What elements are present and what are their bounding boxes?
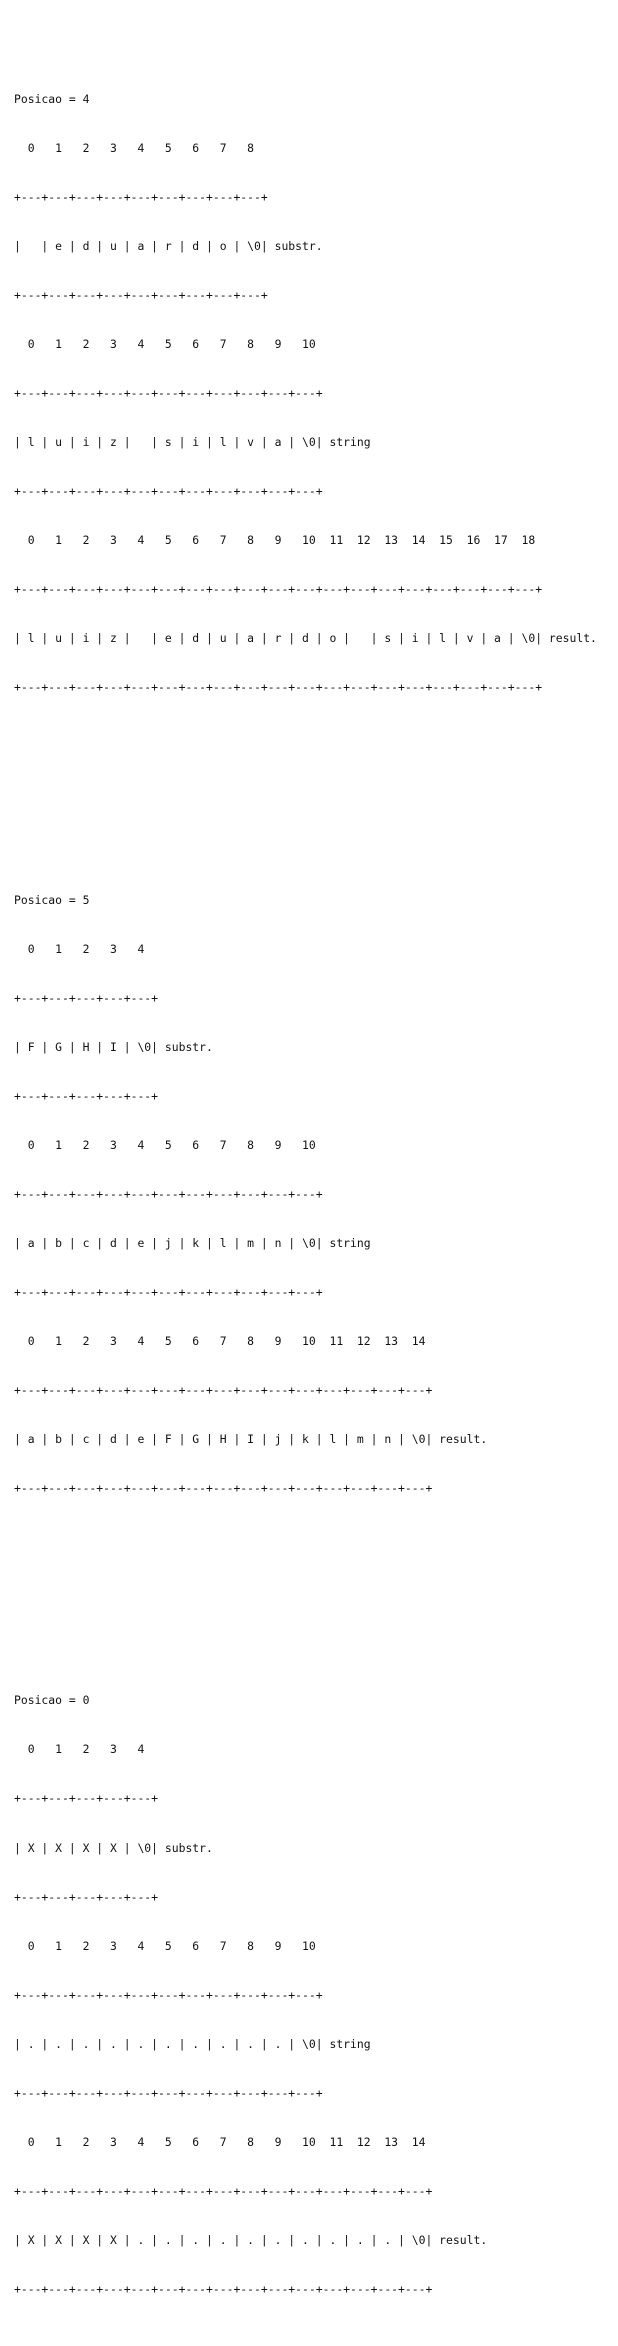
substr-cells-row: | F | G | H | I | \0| substr. <box>14 1039 213 1054</box>
table-border: +---+---+---+---+---+---+---+---+---+---+---+ <box>14 1987 323 2002</box>
block-spacer <box>14 1562 597 1595</box>
substr-cells-row: | | e | d | u | a | r | d | o | \0| substr. <box>14 238 323 253</box>
output-block <box>14 58 597 728</box>
result-index-row: 0 1 2 3 4 5 6 7 8 9 10 11 12 13 14 <box>14 2134 426 2149</box>
table-border: +---+---+---+---+---+---+---+---+---+---+---+ <box>14 483 323 498</box>
result-cells-row: | a | b | c | d | e | F | G | H | I | j | k | l | m | n | \0| result. <box>14 1431 488 1446</box>
position-header: Posicao = 5 <box>14 892 90 907</box>
block-spacer <box>14 761 597 794</box>
table-border: +---+---+---+---+---+---+---+---+---+---+---+ <box>14 2085 323 2100</box>
substr-index-row: 0 1 2 3 4 5 6 7 8 <box>14 140 255 155</box>
substr-index-row: 0 1 2 3 4 <box>14 941 145 956</box>
output-block <box>14 1660 597 2330</box>
table-border: +---+---+---+---+---+ <box>14 1889 159 1904</box>
table-border: +---+---+---+---+---+ <box>14 1088 159 1103</box>
result-cells-row: | l | u | i | z | | e | d | u | a | r | d | o | | s | i | l | v | a | \0| result. <box>14 631 597 646</box>
result-index-row: 0 1 2 3 4 5 6 7 8 9 10 11 12 13 14 <box>14 1333 426 1348</box>
string-index-row: 0 1 2 3 4 5 6 7 8 9 10 <box>14 1137 316 1152</box>
string-cells-row: | a | b | c | d | e | j | k | l | m | n | \0| string <box>14 1235 371 1250</box>
result-index-row: 0 1 2 3 4 5 6 7 8 9 10 11 12 13 14 15 16 17 18 <box>14 533 536 547</box>
output-block <box>14 859 597 1529</box>
table-border: +---+---+---+---+---+---+---+---+---+---+---+ <box>14 1284 323 1299</box>
table-border: +---+---+---+---+---+ <box>14 990 159 1005</box>
table-border: +---+---+---+---+---+---+---+---+---+---+---+---+---+---+---+ <box>14 2281 433 2296</box>
table-border: +---+---+---+---+---+---+---+---+---+---+---+ <box>14 1186 323 1201</box>
table-border: +---+---+---+---+---+---+---+---+---+ <box>14 287 268 302</box>
position-header: Posicao = 4 <box>14 91 90 106</box>
table-border: +---+---+---+---+---+---+---+---+---+---+---+---+---+---+---+---+---+---+---+ <box>14 582 543 597</box>
string-index-row: 0 1 2 3 4 5 6 7 8 9 10 <box>14 1938 316 1953</box>
substr-index-row: 0 1 2 3 4 <box>14 1742 145 1757</box>
position-header: Posicao = 0 <box>14 1693 90 1708</box>
string-index-row: 0 1 2 3 4 5 6 7 8 9 10 <box>14 336 316 351</box>
substr-cells-row: | X | X | X | X | \0| substr. <box>14 1840 213 1855</box>
table-border: +---+---+---+---+---+---+---+---+---+ <box>14 189 268 204</box>
table-border: +---+---+---+---+---+---+---+---+---+---+---+---+---+---+---+---+---+---+---+ <box>14 680 543 695</box>
table-border: +---+---+---+---+---+ <box>14 1791 159 1806</box>
string-cells-row: | . | . | . | . | . | . | . | . | . | . | \0| string <box>14 2036 371 2051</box>
table-border: +---+---+---+---+---+---+---+---+---+---+---+---+---+---+---+ <box>14 1382 433 1397</box>
string-cells-row: | l | u | i | z | | s | i | l | v | a | \0| string <box>14 434 371 449</box>
table-border: +---+---+---+---+---+---+---+---+---+---+---+---+---+---+---+ <box>14 2183 433 2198</box>
table-border: +---+---+---+---+---+---+---+---+---+---+---+---+---+---+---+ <box>14 1480 433 1495</box>
result-cells-row: | X | X | X | X | . | . | . | . | . | . | . | . | . | . | \0| result. <box>14 2232 488 2247</box>
program-output <box>14 9 597 2346</box>
table-border: +---+---+---+---+---+---+---+---+---+---+---+ <box>14 385 323 400</box>
